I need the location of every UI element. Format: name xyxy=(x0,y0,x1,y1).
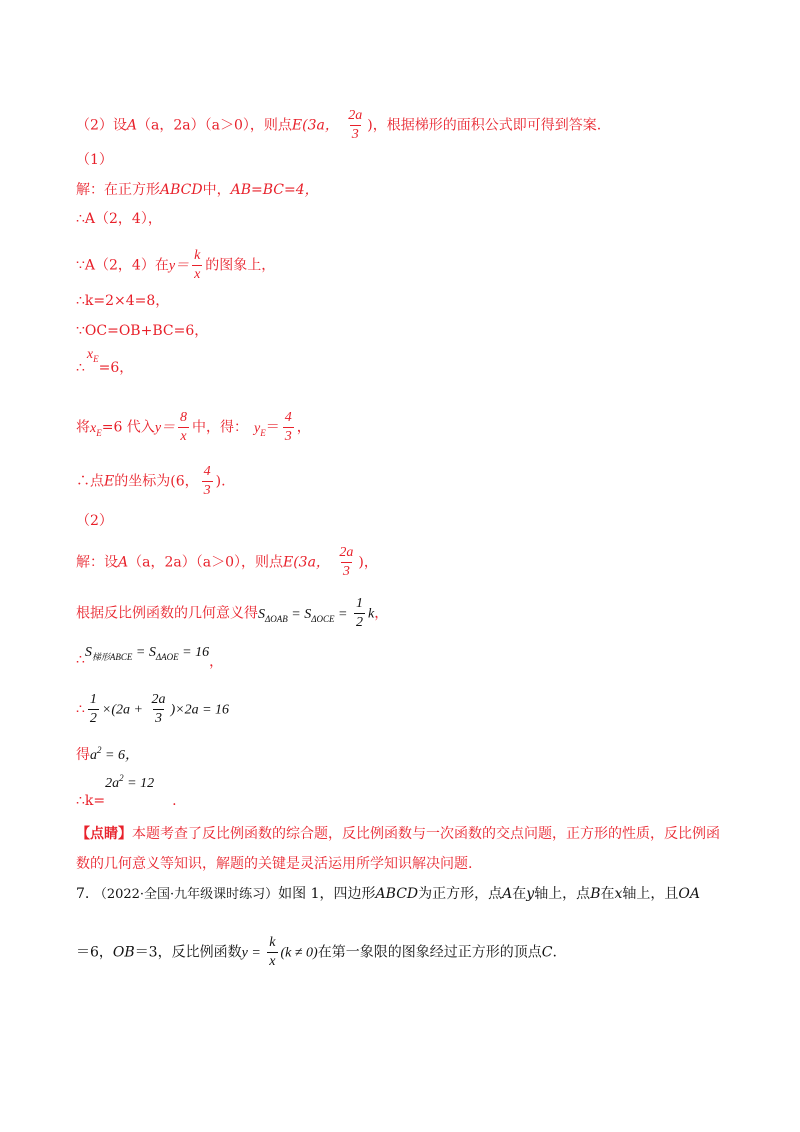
sol1-line6: $\therefore x_E=6$， xyxy=(76,347,134,376)
problem-source: （2022·全国·九年级课时练习） xyxy=(93,887,279,902)
sol2-line6: $\therefore k=2a^2 = 12$. xyxy=(76,773,177,809)
sol1-line7: 将$x_E=6$ 代入y＝ $\frac{8}{x}$ 中，得： $y_E=$ $\frac{4}{3}$ ， xyxy=(76,410,311,444)
sol2-label: （2） xyxy=(76,513,113,529)
sol1-line5: ∵OC=OB+BC=6， xyxy=(76,323,209,339)
sol1-line1: 解：在正方形ABCD中，AB=BC=4， xyxy=(76,182,319,198)
sol2-line4: ∴ $\frac{1}{2}$ ×(2a + $\frac{2a}{3}$ )×2a = 16 xyxy=(76,692,230,726)
sol1-line3: ∵A（2，4）在y＝ $\frac{k}{x}$ 的图象上， xyxy=(76,248,276,282)
comment-tag: 【点睛】 xyxy=(76,826,132,842)
hint-fraction: $\frac{2a}{3}$ xyxy=(348,108,363,142)
sol1-line8: ∴点E的坐标为(6， $\frac{4}{3}$ ). xyxy=(76,464,226,498)
problem-number: 7. xyxy=(76,886,90,902)
sol1-line2: ∴A（2，4）， xyxy=(76,211,162,227)
problem7-line2: ＝6，OB＝3，反比例函数y = $\frac{k}{x}$ (k ≠ 0)在第一象限的图象经过正方形的顶点C. xyxy=(76,935,557,969)
sol2-line3: $\therefore S_{梯形ABCE} = S_{\Delta AOE} = 16$， xyxy=(76,645,224,670)
comment-line2: 数的几何意义等知识，解题的关键是灵活运用所学知识解决问题. xyxy=(76,856,473,872)
sol1-line4: ∴k=2×4=8， xyxy=(76,293,170,309)
hint-part2-line: （2）设A（a，2a）（a＞0），则点E(3a， $\frac{2a}{3}$ )，根据梯形的面积公式即可得到答案. xyxy=(76,108,602,142)
sol2-line2: 根据反比例函数的几何意义得$S_{\Delta OAB} = S_{\Delta OCE}$ = $\frac{1}{2}$ k， xyxy=(76,596,389,630)
sol1-label: （1） xyxy=(76,152,113,168)
sol2-line5: 得$a^2 = 6$， xyxy=(76,745,139,763)
problem7-line1: 7. （2022·全国·九年级课时练习）如图 1，四边形ABCD为正方形，点A在y轴上，点B在x轴上，且OA xyxy=(76,886,700,902)
comment-line1: 【点睛】本题考查了反比例函数的综合题，反比例函数与一次函数的交点问题，正方形的性质，反比例函 xyxy=(76,826,720,842)
sol2-line1: 解：设A（a，2a）（a＞0），则点E(3a， $\frac{2a}{3}$ )， xyxy=(76,545,378,579)
